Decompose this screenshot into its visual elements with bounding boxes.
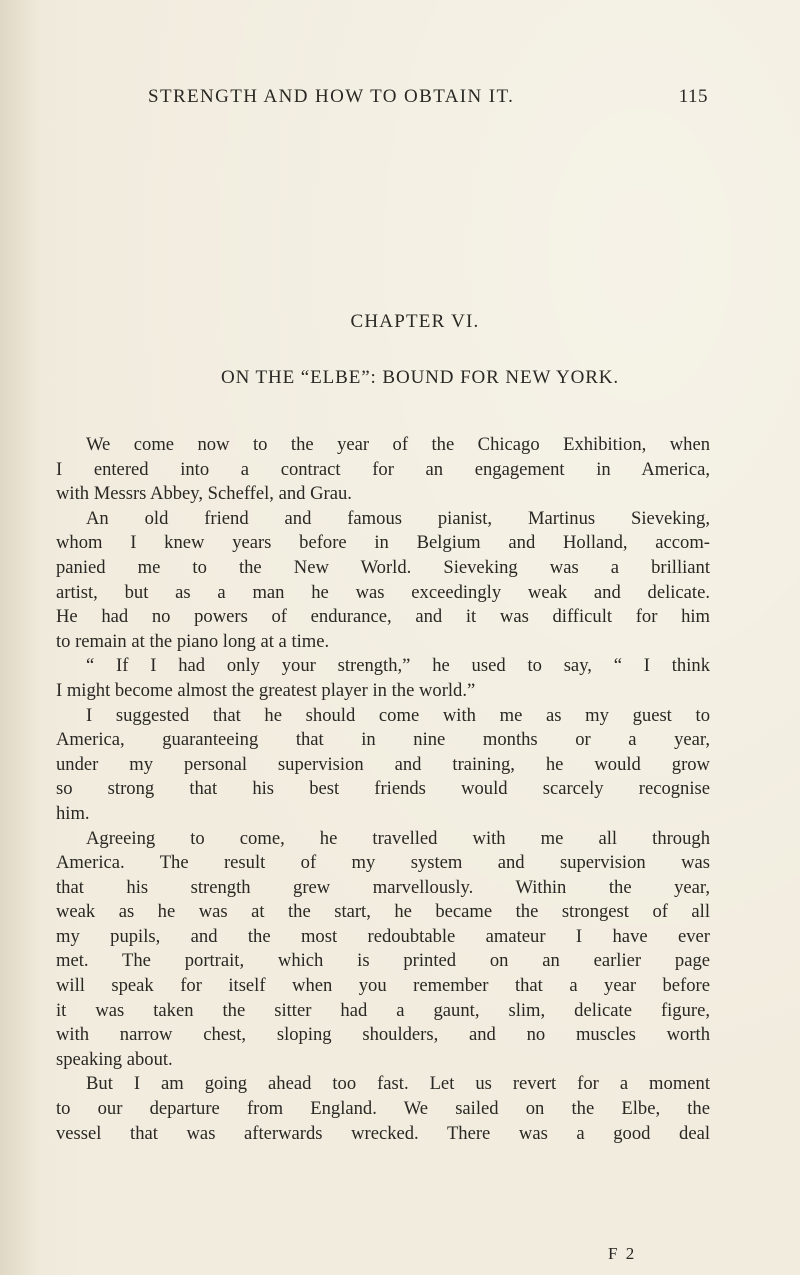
page-number: 115 [678, 86, 708, 107]
text-line: He had no powers of endurance, and it was difficult for him [56, 606, 710, 628]
text-line: my pupils, and the most redoubtable amateur I have ever [56, 925, 710, 947]
text-line: panied me to the New World. Sieveking was a brilliant [56, 556, 710, 578]
chapter-number: CHAPTER VI. [350, 311, 480, 332]
text-line: vessel that was afterwards wrecked. There was a good deal [56, 1122, 710, 1144]
text-line: An old friend and famous pianist, Martinus Sieveking, [86, 507, 710, 529]
text-line: We come now to the year of the Chicago Exhibition, when [86, 434, 710, 455]
text-line: it was taken the sitter had a gaunt, slim, delicate figure, [56, 999, 710, 1021]
body-text [56, 433, 710, 1146]
text-line: weak as he was at the start, he became the strongest of all [56, 901, 710, 923]
running-head [148, 86, 708, 116]
text-line: under my personal supervision and training, he would grow [56, 753, 710, 775]
text-line: to our departure from England. We sailed on the Elbe, the [56, 1098, 710, 1120]
text-line: But I am going ahead too fast. Let us revert for a moment [86, 1073, 710, 1095]
text-line: “ If I had only your strength,” he used to say, “ I think [86, 655, 710, 677]
signature-mark: F 2 [608, 1244, 637, 1263]
text-line: America, guaranteeing that in nine months or a year, [56, 729, 710, 751]
text-line: Agreeing to come, he travelled with me all through [86, 827, 710, 849]
text-line: I might become almost the greatest player in the world.” [56, 679, 476, 701]
text-line: him. [56, 802, 90, 824]
text-line: that his strength grew marvellously. Within the year, [56, 876, 710, 898]
text-line: with Messrs Abbey, Scheffel, and Grau. [56, 483, 352, 505]
text-line: I suggested that he should come with me as my guest to [86, 704, 710, 726]
text-line: speaking about. [56, 1048, 173, 1070]
text-line: I entered into a contract for an engagement in America, [56, 458, 710, 480]
text-line: whom I knew years before in Belgium and Holland, accom- [56, 532, 710, 554]
text-line: artist, but as a man he was exceedingly weak and delicate. [56, 581, 710, 603]
text-line: America. The result of my system and supervision was [56, 852, 710, 874]
text-line: so strong that his best friends would scarcely recognise [56, 778, 710, 800]
text-line: will speak for itself when you remember that a year before [56, 975, 710, 997]
running-title: STRENGTH AND HOW TO OBTAIN IT. [148, 86, 515, 107]
text-line: to remain at the piano long at a time. [56, 630, 330, 652]
text-line: met. The portrait, which is printed on an earlier page [56, 950, 710, 972]
chapter-title: ON THE “ELBE”: BOUND FOR NEW YORK. [220, 367, 620, 388]
text-line: with narrow chest, sloping shoulders, and no muscles worth [56, 1024, 710, 1046]
